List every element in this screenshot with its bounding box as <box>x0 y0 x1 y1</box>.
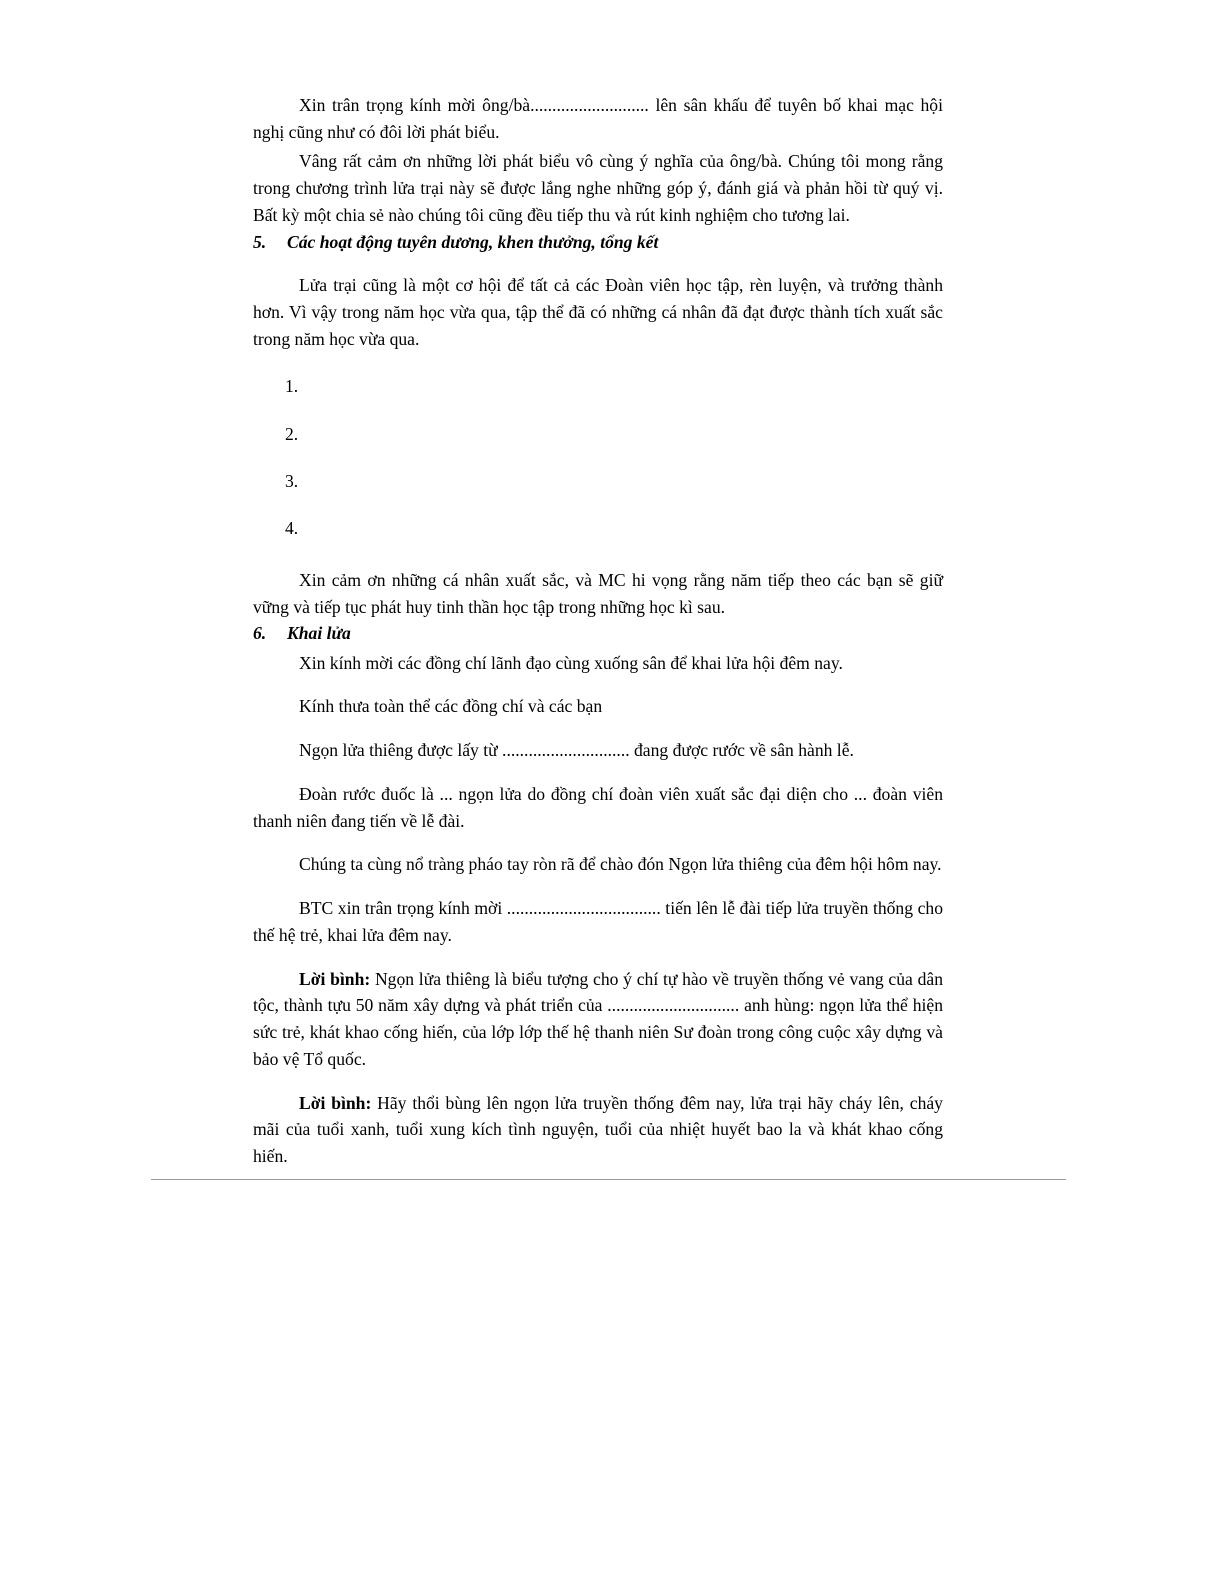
paragraph-thanks-speech: Vâng rất cảm ơn những lời phát biểu vô cùng ý nghĩa của ông/bà. Chúng tôi mong rằng trong chương trình lửa trại này sẽ được lắng nghe những góp ý, đánh giá và phản hồi từ quý vị. Bất kỳ một chia sẻ nào chúng tôi cũng đều tiếp thu và rút kinh nghiệm cho tương lai. <box>253 151 943 225</box>
list-item: 2. <box>285 423 299 444</box>
heading-section-6-text: Khai lửa <box>287 623 351 644</box>
paragraph-btc-invite: BTC xin trân trọng kính mời ................................... tiến lên lễ đài tiếp lửa truyền thống cho thế hệ trẻ, khai lửa đêm nay. <box>253 898 943 945</box>
heading-section-6-number: 6. <box>253 623 267 644</box>
paragraph-invite-leaders: Xin kính mời các đồng chí lãnh đạo cùng xuống sân để khai lửa hội đêm nay. <box>299 652 843 673</box>
heading-section-6 <box>253 620 943 646</box>
commentary-2-text: Hãy thổi bùng lên ngọn lửa truyền thống đêm nay, lửa trại hãy cháy lên, cháy mãi của tuổi xanh, tuổi xung kích tình nguyện, tuổi của nhiệt huyết bao la và khát khao cống hiến. <box>253 1092 943 1166</box>
list-item: 3. <box>285 471 299 492</box>
list-item: 1. <box>285 376 299 397</box>
award-number-list <box>253 373 943 542</box>
commentary-2-label: Lời bình: <box>299 1092 372 1113</box>
paragraph-commentary-1 <box>253 966 943 1073</box>
paragraph-thanks-individuals: Xin cảm ơn những cá nhân xuất sắc, và MC hi vọng rằng năm tiếp theo các bạn sẽ giữ vững và tiếp tục phát huy tinh thần học tập trong những học kì sau. <box>253 569 943 617</box>
paragraph-invite-opening: Xin trân trọng kính mời ông/bà........................... lên sân khấu để tuyên bố khai mạc hội nghị cũng như có đôi lời phát biểu. <box>253 95 943 142</box>
paragraph-greeting: Kính thưa toàn thể các đồng chí và các bạn <box>299 696 603 717</box>
paragraph-torch-procession: Đoàn rước đuốc là ... ngọn lửa do đồng chí đoàn viên xuất sắc đại diện cho ... đoàn viên thanh niên đang tiến về lễ đài. <box>253 783 943 831</box>
footer-divider <box>151 1179 1066 1180</box>
commentary-1-label: Lời bình: <box>299 968 371 989</box>
paragraph-sacred-flame-origin: Ngọn lửa thiêng được lấy từ ............................. đang được rước về sân hành lễ. <box>299 740 854 761</box>
heading-section-5 <box>253 229 943 255</box>
heading-section-5-text: Các hoạt động tuyên dương, khen thưởng, tổng kết <box>287 231 659 252</box>
paragraph-applause: Chúng ta cùng nổ tràng pháo tay ròn rã để chào đón Ngọn lửa thiêng của đêm hội hôm nay. <box>299 854 942 875</box>
paragraph-camp-opportunity: Lửa trại cũng là một cơ hội để tất cả các Đoàn viên học tập, rèn luyện, và trưởng thành hơn. Vì vậy trong năm học vừa qua, tập thể đã có những cá nhân đã đạt được thành tích xuất sắc trong năm học vừa qua. <box>253 275 943 349</box>
document-body <box>253 92 943 1170</box>
heading-section-5-number: 5. <box>253 231 267 252</box>
commentary-1-text: Ngọn lửa thiêng là biểu tượng cho ý chí tự hào về truyền thống vẻ vang của dân tộc, thành tựu 50 năm xây dựng và phát triển của .............................. anh hùng: ngọn lửa thể hiện sức trẻ, khát khao cống hiến, của lớp lớp thế hệ thanh niên Sư đoàn trong công cuộc xây dựng và bảo vệ Tổ quốc. <box>253 968 943 1069</box>
list-item: 4. <box>285 518 299 539</box>
paragraph-commentary-2 <box>253 1090 943 1170</box>
